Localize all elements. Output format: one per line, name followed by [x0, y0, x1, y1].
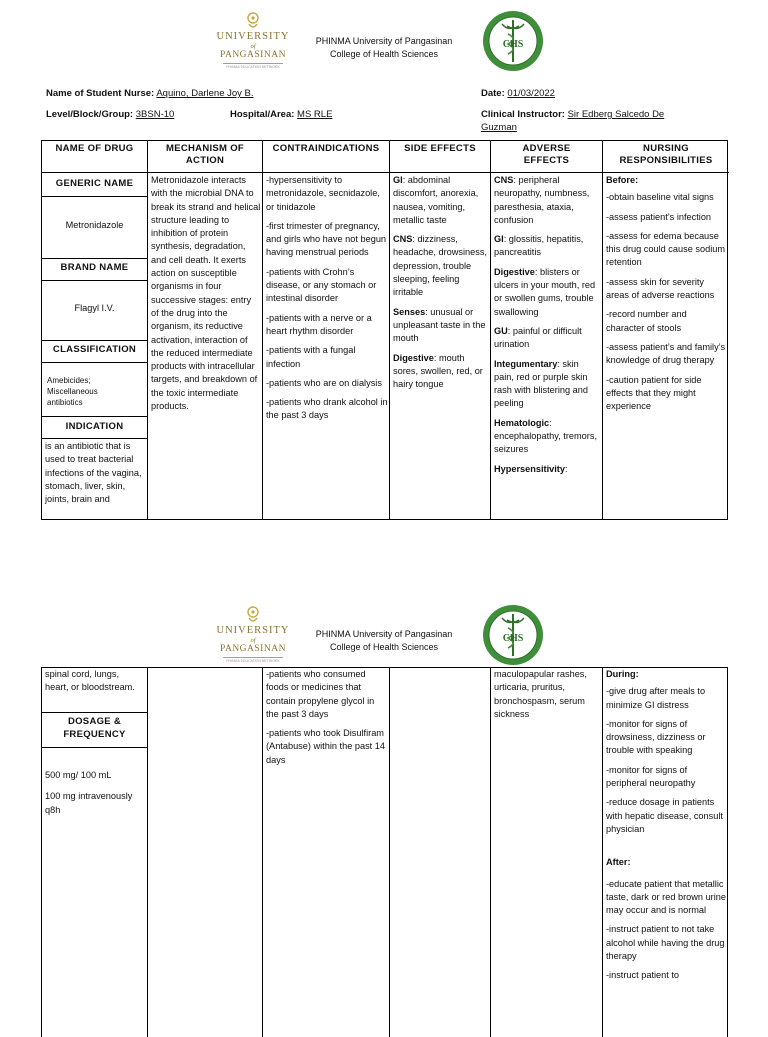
header-side-effects: SIDE EFFECTS [404, 143, 476, 154]
student-nurse-row [46, 88, 254, 100]
hospital-label: Hospital/Area: [230, 109, 295, 120]
indication-text-continued: spinal cord, lungs, heart, or bloodstream. [45, 669, 135, 693]
university-crest-icon [243, 604, 263, 624]
header-mechanism: MECHANISM OF ACTION [165, 143, 244, 166]
college-name: College of Health Sciences [329, 49, 439, 59]
clinical-instructor-row-2 [481, 122, 517, 134]
date-row [481, 88, 555, 100]
adverse-effects-list: CNS: peripheral neuropathy, numbness, paresthesia, ataxia, confusion GI: glossitis, hepatitis, pancreatitis Digestive: blisters or ulcers in your mouth, red or swollen gums, trouble swallowing GU: painful or difficult urination Integumentary: skin pain, red or purple skin rash with blistering and peeling Hematologic: encephalopathy, tremors, seizures Hypersensitivity: [494, 175, 597, 474]
brand-name-label: BRAND NAME [60, 262, 129, 273]
chs-seal-icon [482, 10, 544, 72]
nursing-before-list: Before: -obtain baseline vital signs -assess patient’s infection -assess for edema because this drug could cause sodium retention -assess skin for severity areas of adverse reactions -record number and character of stools -assess patient’s and family’s knowledge of drug therapy -caution patient for side effects that they might experience [606, 175, 726, 412]
level-label: Level/Block/Group: [46, 109, 134, 120]
classification-label: CLASSIFICATION [52, 344, 137, 355]
contraindication-item: -patients who consumed foods or medicines that contain propylene glycol in the past 3 days [266, 669, 375, 719]
page-gap [0, 570, 768, 600]
student-nurse-value: Aquino, Darlene Joy B. [156, 88, 254, 99]
during-label: During: [606, 669, 639, 679]
clinical-instructor-value-2: Guzman [481, 122, 517, 133]
generic-name-label: GENERIC NAME [55, 178, 134, 189]
mechanism-text: Metronidazole interacts with the microbial DNA to break its strand and helical structure leading to inhibition of protein synthesis, degradation, and cell death. It exerts action on susceptible organisms in four successive stages: entry of the drug into the organism, its reductive activation, interaction of the reduced intermediate products with intracellular targets, and breakdown of the toxic intermediate products. [151, 175, 261, 412]
contraindication-item: -patients with Crohn’s disease, or any stomach or intestinal disorder [266, 266, 377, 304]
header-name-of-drug: NAME OF DRUG [55, 143, 134, 154]
page-header-text [304, 35, 464, 61]
page-2 [0, 600, 768, 1024]
date-label: Date: [481, 88, 505, 99]
contraindications-list [266, 174, 388, 429]
clinical-instructor-row [481, 109, 664, 121]
svg-text:CHS: CHS [502, 633, 524, 644]
chs-seal-icon [482, 604, 544, 666]
contraindication-item: -patients who are on dialysis [266, 377, 382, 388]
hospital-value: MS RLE [297, 109, 333, 120]
after-label: After: [606, 857, 631, 868]
dosage-values: 500 mg/ 100 mL 100 mg intravenously q8h [45, 770, 133, 815]
contraindications-list-continued [266, 668, 388, 773]
dosage-label: DOSAGE & FREQUENCY [63, 716, 126, 741]
contraindication-item: -patients with a fungal infection [266, 345, 356, 369]
contraindication-item: -first trimester of pregnancy, and girls who have not begun having menstrual periods [266, 220, 387, 258]
drug-study-table [41, 140, 728, 520]
generic-name-value: Metronidazole [65, 220, 124, 230]
header-contraindications: CONTRAINDICATIONS [272, 143, 380, 154]
indication-text: is an antibiotic that is used to treat bacterial infections of the vagina, stomach, liver, skin, joints, brain and [45, 441, 142, 505]
university-logo: UNIVERSITY of PANGASINAN PHINMA EDUCATION NETWORK [215, 604, 291, 664]
clinical-instructor-value-1: Sir Edberg Salcedo De [567, 109, 665, 120]
indication-label: INDICATION [65, 421, 124, 432]
page-header-text: PHINMA University of Pangasinan College of Health Sciences [315, 629, 453, 652]
contraindication-item: -patients who drank alcohol in the past 3 days [266, 397, 388, 421]
logo-text-university: UNIVERSITY [216, 31, 290, 42]
side-effects-list: GI: abdominal discomfort, anorexia, nausea, vomiting, metallic taste CNS: dizziness, headache, drowsiness, depression, trouble sleeping, feeling irritable Senses: unusual or unpleasant taste in the mouth Digestive: mouth sores, swollen, red, or hairy tongue [393, 175, 487, 390]
contraindication-item: -patients who took Disulfiram (Antabuse) within the past 14 days [266, 728, 385, 765]
student-nurse-label: Name of Student Nurse: [46, 88, 155, 99]
date-value: 01/03/2022 [507, 88, 555, 99]
logo-text-pangasinan: PANGASINAN [220, 50, 286, 60]
brand-name-value: Flagyl I.V. [74, 303, 115, 313]
contraindication-item: -patients with a nerve or a heart rhythm disorder [266, 312, 372, 336]
org-name: PHINMA University of Pangasinan [315, 36, 453, 46]
seal-initials: CHS [502, 39, 524, 50]
logo-tagline: PHINMA EDUCATION NETWORK [226, 65, 280, 69]
clinical-instructor-label: Clinical Instructor: [481, 109, 565, 120]
classification-value: Amebicides; Miscellaneous antibiotics [47, 376, 98, 407]
header-nursing-responsibilities: NURSING RESPONSIBILITIES [619, 143, 713, 166]
level-value: 3BSN-10 [135, 109, 175, 120]
nursing-during-after-list: During: -give drug after meals to minimize GI distress -monitor for signs of drowsiness, dizziness or trouble with speaking -monitor for signs of peripheral neuropathy -reduce dosage in patients with hepatic disease, consult physician After: -educate patient that metallic taste, dark or red brown urine may occur and is normal -instruct patient to not take alcohol while having the drug therapy -instruct patient to [606, 669, 727, 981]
level-row [46, 109, 174, 121]
hypersensitivity-text: maculopapular rashes, urticaria, pruritus, bronchospasm, serum sickness [494, 669, 587, 719]
contraindication-item: -hypersensitivity to metronidazole, secnidazole, or tinidazole [266, 175, 380, 212]
before-label: Before: [606, 175, 639, 185]
drug-study-table-continued [41, 667, 728, 1037]
university-crest-icon [243, 10, 263, 30]
university-logo [215, 10, 291, 70]
header-adverse-effects: ADVERSE EFFECTS [522, 143, 571, 166]
logo-text-of: of [250, 43, 256, 50]
hospital-row [230, 109, 332, 121]
